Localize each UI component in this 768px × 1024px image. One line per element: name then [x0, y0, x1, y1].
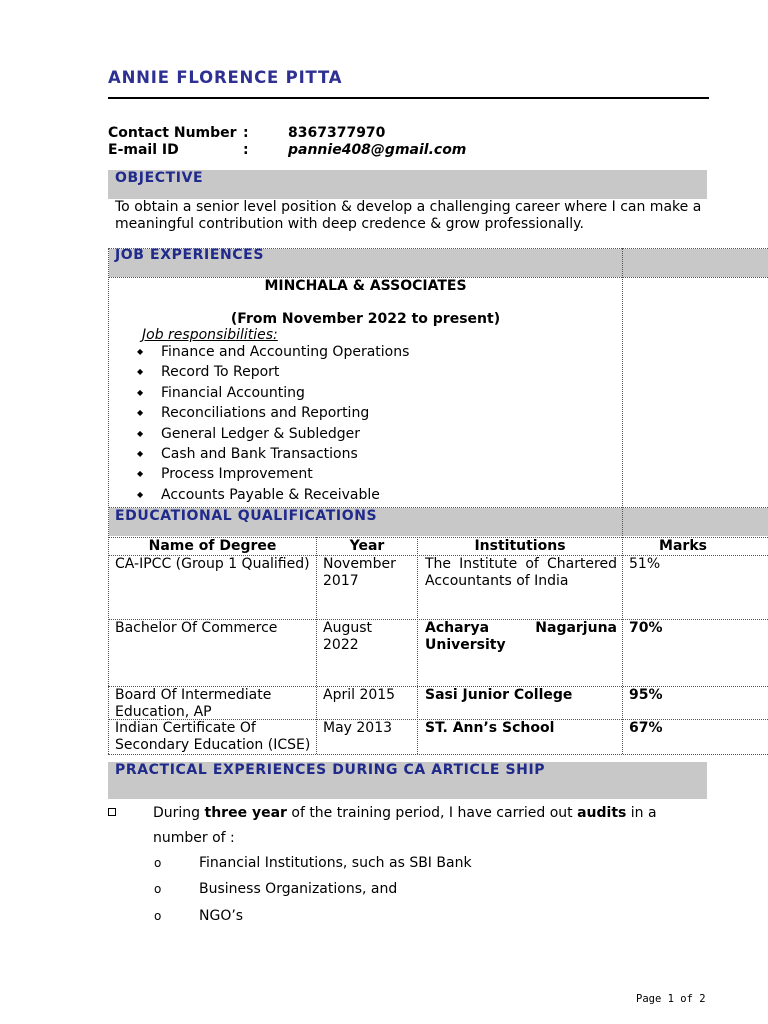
job-resp-item: ◆ Reconciliations and Reporting: [137, 403, 607, 423]
edu-row-institution: The Institute of Chartered Accountants of India: [425, 556, 617, 589]
edu-border-top: [108, 507, 768, 508]
job-title: JOB EXPERIENCES: [115, 247, 265, 263]
practical-intro-line2: number of :: [153, 830, 235, 846]
edu-row-year: November 2017: [323, 556, 396, 589]
edu-row-institution: ST. Ann’s School: [425, 720, 555, 736]
job-resp-item: ◆ Record To Report: [137, 362, 607, 382]
intro-text: During: [153, 805, 205, 821]
edu-row-year: April 2015: [323, 687, 396, 703]
page-number: Page 1 of 2: [636, 993, 706, 1005]
edu-row-year: August 2022: [323, 620, 372, 653]
edu-row-marks: 51%: [629, 556, 661, 572]
edu-header-institutions: Institutions: [474, 538, 566, 554]
edu-row-degree: Bachelor Of Commerce: [115, 620, 278, 636]
practical-item: NGO’s: [199, 908, 244, 924]
intro-text: in a: [626, 805, 657, 821]
edu-header-year: Year: [349, 538, 385, 554]
email-colon: :: [243, 142, 249, 158]
job-period: (From November 2022 to present): [230, 311, 501, 327]
job-resp-label: Job responsibilities:: [142, 327, 278, 343]
header-rule: [108, 97, 709, 99]
edu-col-inst: [417, 537, 418, 754]
objective-text: To obtain a senior level position & develop a challenging career where I can make a meaningful contribution with deep credence & grow professionally.: [115, 199, 702, 232]
circle-bullet-icon: o: [154, 882, 162, 896]
job-resp-item: ◆ Finance and Accounting Operations: [137, 342, 607, 362]
education-band: [109, 508, 768, 536]
email-label: E-mail ID: [108, 142, 179, 158]
practical-band: [108, 762, 707, 799]
job-band: [109, 249, 768, 277]
intro-bold-audits: audits: [577, 805, 627, 821]
practical-item: Business Organizations, and: [199, 881, 398, 897]
edu-border-bottom: [108, 754, 768, 755]
practical-title: PRACTICAL EXPERIENCES DURING CA ARTICLE SHIP: [115, 762, 546, 778]
edu-row-institution: [425, 620, 617, 653]
edu-row-marks: 95%: [629, 687, 663, 703]
square-bullet-icon: [108, 808, 116, 816]
job-border-right: [622, 248, 623, 508]
edu-row-marks: 70%: [629, 620, 663, 636]
edu-row-marks: 67%: [629, 720, 663, 736]
circle-bullet-icon: o: [154, 856, 162, 870]
job-resp-list: [137, 342, 607, 505]
objective-band: [108, 170, 707, 199]
edu-row-institution: Sasi Junior College: [425, 687, 573, 703]
objective-title: OBJECTIVE: [115, 170, 204, 186]
education-title: EDUCATIONAL QUALIFICATIONS: [115, 508, 378, 524]
job-resp-item: ◆ Accounts Payable & Receivable: [137, 485, 607, 505]
intro-text: of the training period, I have carried out: [286, 805, 578, 821]
circle-bullet-icon: o: [154, 909, 162, 923]
intro-bold-duration: three year: [204, 805, 287, 821]
contact-label: Contact Number: [108, 125, 237, 141]
job-resp-item: ◆ Financial Accounting: [137, 383, 607, 403]
edu-row-year: May 2013: [323, 720, 393, 736]
job-resp-item: ◆ Cash and Bank Transactions: [137, 444, 607, 464]
job-company: MINCHALA & ASSOCIATES: [264, 278, 467, 294]
job-resp-item: ◆ General Ledger & Subledger: [137, 424, 607, 444]
job-border-top: [108, 248, 768, 249]
edu-header-degree: Name of Degree: [148, 538, 277, 554]
edu-row-institution-text: Acharya Nagarjuna University: [425, 620, 617, 653]
email-value: pannie408@gmail.com: [288, 142, 467, 158]
edu-row-degree: Board Of Intermediate Education, AP: [115, 687, 272, 720]
edu-col-year: [316, 537, 317, 754]
edu-header-marks: Marks: [659, 538, 707, 554]
contact-value: 8367377970: [288, 125, 386, 141]
contact-colon: :: [243, 125, 249, 141]
edu-row-degree: CA-IPCC (Group 1 Qualified): [115, 556, 310, 572]
practical-item: Financial Institutions, such as SBI Bank: [199, 855, 472, 871]
practical-intro: [153, 805, 657, 821]
candidate-name: ANNIE FLORENCE PITTA: [108, 68, 343, 87]
job-resp-item: ◆ Process Improvement: [137, 464, 607, 484]
edu-row-degree: Indian Certificate Of Secondary Education (ICSE): [115, 720, 311, 753]
